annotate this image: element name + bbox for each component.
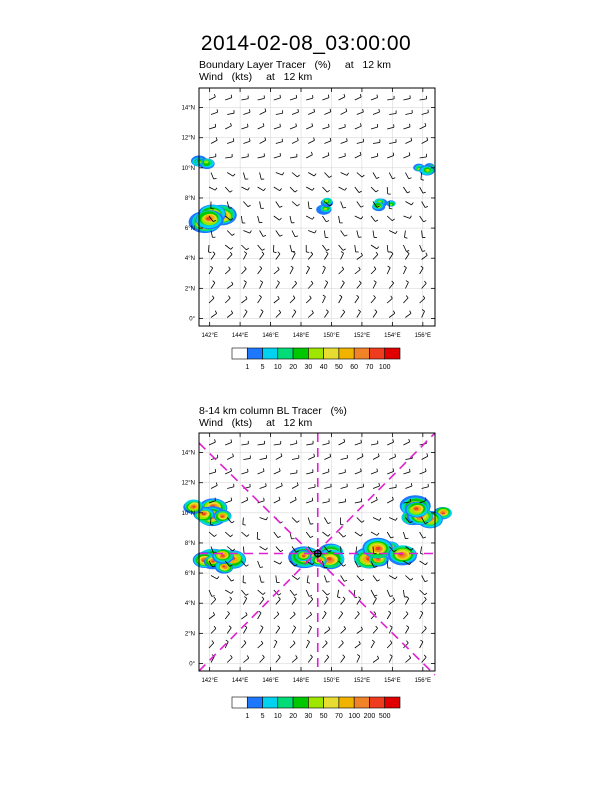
panel1-wind-right: at 12 km: [266, 71, 313, 83]
panel1-colorbar-label: 20: [289, 364, 297, 371]
panel1-colorbar-label: 40: [319, 364, 328, 371]
panel2-ytick-label: 10°N: [181, 510, 195, 517]
panel2-colorbar-swatch: [369, 697, 384, 708]
panel2-colorbar-label: 50: [319, 713, 328, 720]
panel1-xtick-label: 152°E: [353, 333, 371, 339]
panel1-ytick-label: 4°N: [184, 256, 195, 263]
panel2-xtick-label: 156°E: [414, 678, 432, 684]
panel1-colorbar-label: 1: [245, 364, 250, 371]
panel2-colorbar-swatch: [385, 697, 400, 708]
panel2-colorbar-label: 10: [273, 713, 282, 720]
panel1-ytick-label: 0°: [189, 316, 195, 323]
panel2-colorbar: [232, 697, 400, 720]
panel2-colorbar-swatch: [232, 697, 247, 708]
panel1-ytick-label: 10°N: [181, 165, 195, 172]
panel2-colorbar-label: 100: [348, 713, 361, 720]
panel2-xtick-label: 146°E: [262, 678, 279, 684]
panel1-wind-left: Wind (kts): [199, 71, 253, 83]
panel1-colorbar: [232, 348, 400, 371]
panel1-ytick-label: 8°N: [184, 195, 195, 202]
panel1-ytick-label: 2°N: [184, 286, 195, 293]
panel1-colorbar-label: 10: [273, 364, 282, 371]
panel2-colorbar-swatch: [263, 697, 278, 708]
panel1-plot-area: [199, 88, 435, 326]
panel1-colorbar-swatch: [354, 348, 369, 359]
panel1-subtitle-right: at 12 km: [344, 59, 391, 71]
panel2-colorbar-swatch: [354, 697, 369, 708]
panel2-colorbar-swatch: [293, 697, 308, 708]
panel1-colorbar-label: 30: [304, 364, 313, 371]
panel1-chart: [182, 88, 435, 339]
panel1-colorbar-swatch: [232, 348, 247, 359]
panel1-colorbar-label: 100: [378, 364, 391, 371]
panel1-subtitle-left: Boundary Layer Tracer (%): [199, 59, 331, 71]
panel1-colorbar-swatch: [263, 348, 278, 359]
panel2-subtitle-left: 8-14 km column BL Tracer (%): [199, 405, 347, 417]
panel1-colorbar-swatch: [369, 348, 384, 359]
panel2-ytick-label: 12°N: [181, 480, 195, 487]
panel1-colorbar-swatch: [293, 348, 308, 359]
panel2-colorbar-label: 200: [363, 713, 376, 720]
panel2-colorbar-swatch: [247, 697, 262, 708]
panel1-colorbar-swatch: [339, 348, 354, 359]
panel2-colorbar-label: 30: [304, 713, 313, 720]
panel1-xtick-label: 142°E: [201, 333, 218, 339]
panel2-colorbar-swatch: [308, 697, 323, 708]
panel2-colorbar-label: 5: [260, 713, 265, 720]
panel1-xtick-label: 154°E: [384, 333, 401, 339]
panel1-ytick-label: 6°N: [184, 226, 195, 233]
panel1-xtick-label: 144°E: [231, 333, 249, 339]
panel2-colorbar-swatch: [324, 697, 339, 708]
panel1-colorbar-label: 50: [335, 364, 343, 371]
panel2-xtick-label: 150°E: [323, 678, 340, 684]
panel2-ytick-label: 2°N: [184, 631, 195, 638]
panel1-ytick-label: 12°N: [181, 135, 195, 142]
panel1-colorbar-label: 60: [350, 364, 359, 371]
panel1-xtick-label: 150°E: [323, 333, 340, 339]
panel2-ytick-label: 0°: [189, 661, 195, 668]
panel1-colorbar-swatch: [247, 348, 262, 359]
panel1-xtick-label: 156°E: [414, 333, 432, 339]
panel1-colorbar-swatch: [324, 348, 339, 359]
main-title: 2014-02-08_03:00:00: [200, 32, 412, 55]
panel2-wind-right: at 12 km: [266, 417, 313, 429]
panel1-colorbar-label: 70: [365, 364, 374, 371]
panel2-ytick-label: 8°N: [184, 540, 195, 547]
panel2-xtick-label: 144°E: [231, 678, 249, 684]
panel2-xtick-label: 148°E: [292, 678, 310, 684]
panel2-ytick-label: 4°N: [184, 601, 195, 608]
panel2-colorbar-label: 20: [289, 713, 297, 720]
panel2-ytick-label: 6°N: [184, 571, 195, 578]
panel2-xtick-label: 152°E: [353, 678, 371, 684]
panel2-chart: [182, 433, 452, 684]
panel2-wind-left: Wind (kts): [199, 417, 253, 429]
panel2-colorbar-label: 1: [245, 713, 250, 720]
panel2-xtick-label: 154°E: [384, 678, 401, 684]
panel1-colorbar-label: 5: [260, 364, 265, 371]
panel1-colorbar-swatch: [385, 348, 400, 359]
panel2-colorbar-swatch: [339, 697, 354, 708]
panel1-xtick-label: 146°E: [262, 333, 279, 339]
panel1-ytick-label: 14°N: [181, 105, 195, 112]
panel2-ytick-label: 14°N: [181, 450, 195, 457]
panel1-colorbar-swatch: [308, 348, 323, 359]
panel2-colorbar-label: 500: [378, 713, 391, 720]
panel2-colorbar-label: 70: [335, 713, 343, 720]
panel2-xtick-label: 142°E: [201, 678, 218, 684]
panel1-xtick-label: 148°E: [292, 333, 310, 339]
panel2-colorbar-swatch: [278, 697, 293, 708]
panel1-colorbar-swatch: [278, 348, 293, 359]
